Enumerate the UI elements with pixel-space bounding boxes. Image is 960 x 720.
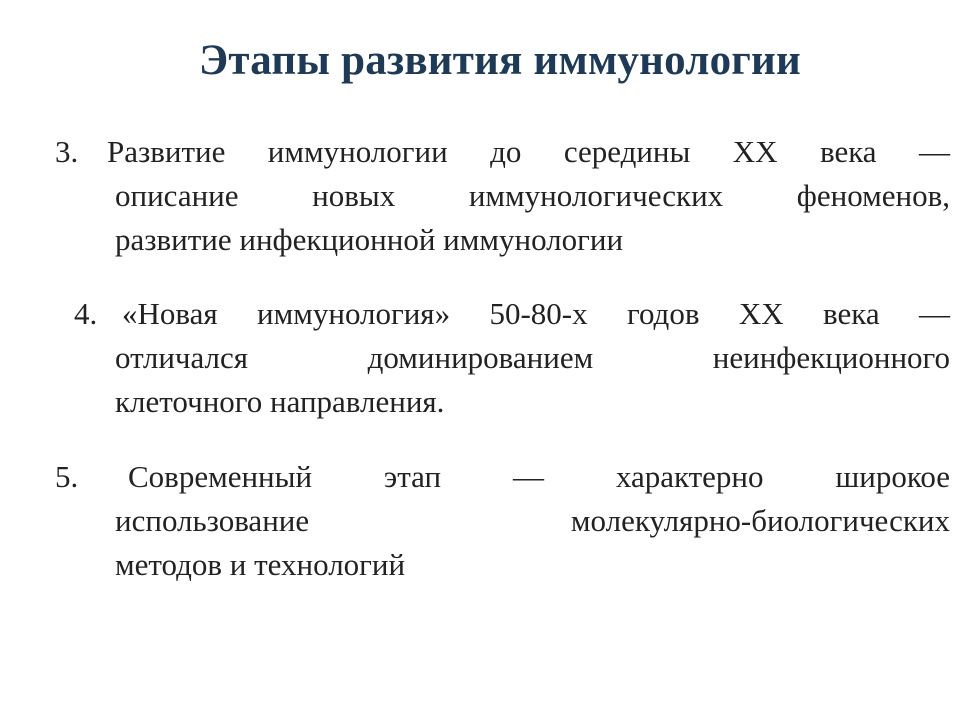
stage-number: 5.: [55, 459, 79, 494]
stage-text-line: Развитие иммунологии до середины ХХ века —: [107, 134, 950, 169]
stage-text-line: «Новая иммунология» 50-80-х годов ХХ века —: [122, 296, 950, 331]
stage-text-line: методов и технологий: [115, 547, 406, 582]
stage-number: 4.: [74, 296, 98, 331]
stage-text-line: отличался доминированием неинфекционного: [115, 340, 950, 375]
stage-text-line: использование молекулярно-биологических: [115, 503, 950, 538]
stage-text-line: развитие инфекционной иммунологии: [115, 222, 624, 257]
stage-text-line: описание новых иммунологических феноменов,: [115, 178, 950, 213]
stage-item-3: [55, 130, 950, 262]
stage-item-5: [55, 455, 950, 587]
stage-text-line: Современный этап — характерно широкое: [128, 459, 950, 494]
stage-text-line: клеточного направления.: [115, 384, 445, 419]
stage-item-4: [74, 292, 950, 424]
stage-number: 3.: [55, 134, 79, 169]
slide-title: Этапы развития иммунологии: [199, 37, 801, 84]
